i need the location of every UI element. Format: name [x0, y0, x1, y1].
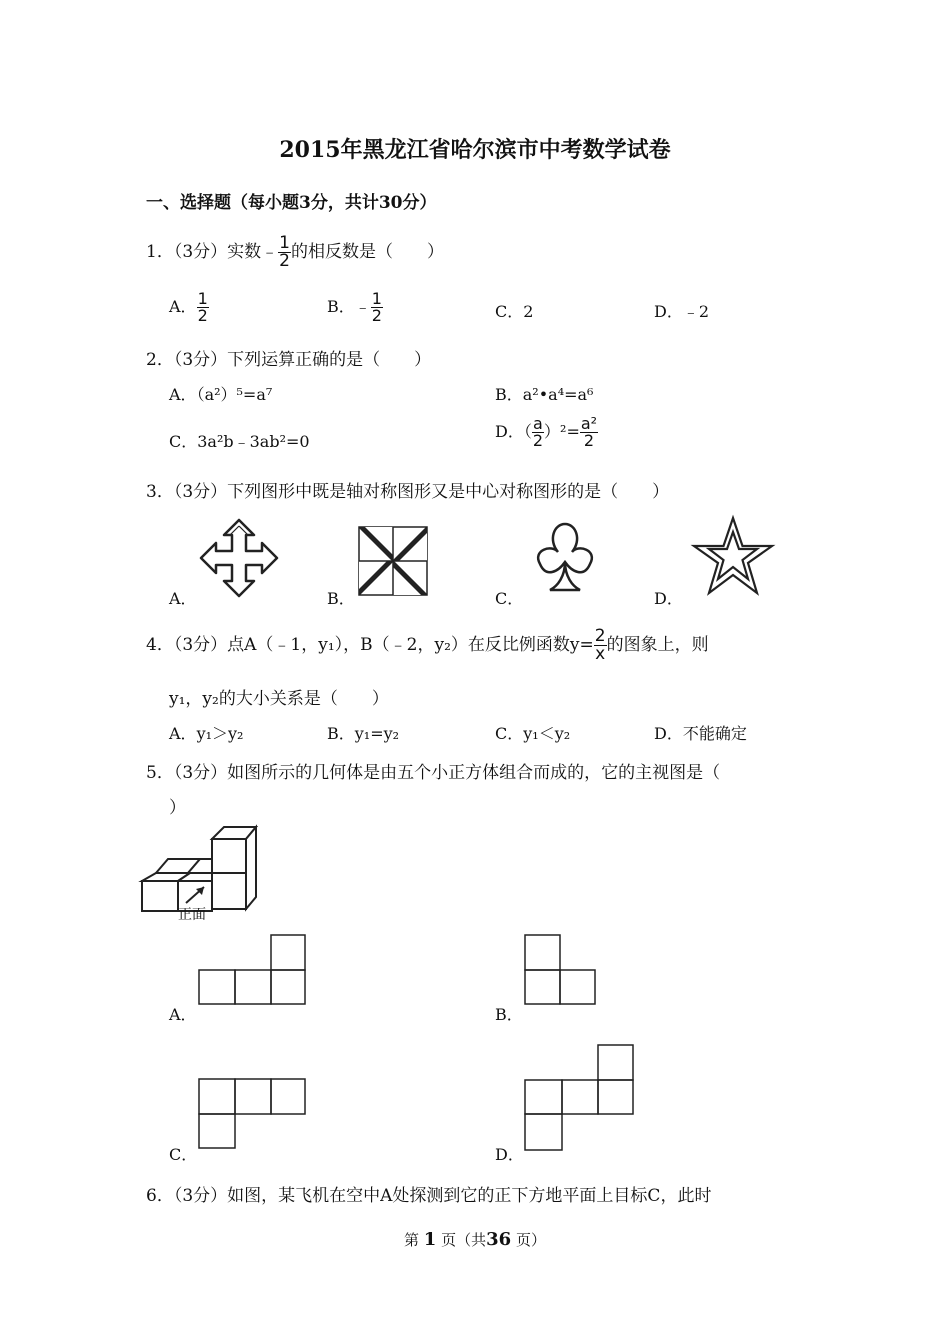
option-c[interactable]: C．y₁＜y₂ — [495, 724, 571, 743]
club-icon — [528, 520, 602, 594]
fraction: $\frac{2}{x}$ — [594, 626, 606, 664]
page-title: 2015年黑龙江省哈尔滨市中考数学试卷 — [279, 137, 671, 163]
question-3: 3．（3分）下列图形中既是轴对称图形又是中心对称图形的是（ ） — [146, 482, 670, 502]
front-view-a — [198, 934, 308, 1006]
option-d[interactable]: D．（ $\frac{a}{2}$ ）²= $\frac{\text{a²}}{2}$ — [495, 414, 598, 450]
option-d[interactable]: D．不能确定 — [654, 724, 747, 743]
pinwheel-icon — [357, 525, 429, 597]
front-view-c — [198, 1078, 308, 1150]
option-a[interactable]: A． — [169, 589, 197, 608]
question-2: 2．（3分）下列运算正确的是（ ） — [146, 350, 432, 370]
option-b[interactable]: B． — [495, 1005, 523, 1024]
fraction: $\frac{a}{2}$ — [532, 414, 544, 450]
option-d[interactable]: D．﹣2 — [654, 302, 710, 321]
star-icon — [690, 515, 776, 599]
option-a[interactable]: A． — [169, 1005, 197, 1024]
question-stem: 实数﹣ — [227, 242, 279, 262]
question-1 — [146, 235, 444, 270]
option-d[interactable]: D． — [495, 1145, 524, 1164]
option-d[interactable]: D． — [654, 589, 683, 608]
question-6: 6．（3分）如图，某飞机在空中A处探测到它的正下方地平面上目标C，此时 — [146, 1186, 712, 1206]
option-c[interactable]: C．3a²b﹣3ab²=0 — [169, 432, 310, 451]
option-a[interactable]: A． $\frac{1}{2}$ — [169, 289, 208, 325]
section-heading: 一、选择题（每小题3分，共计30分） — [146, 193, 437, 213]
page-footer: 第 1 页（共36 页） — [404, 1229, 546, 1250]
option-b[interactable]: B． — [327, 589, 355, 608]
option-c[interactable]: C．2 — [495, 302, 534, 321]
question-stem: 的相反数是（ ） — [290, 242, 444, 262]
option-a[interactable]: A．（a²）⁵=a⁷ — [169, 385, 273, 404]
question-number: 1． — [146, 242, 174, 262]
fraction: $\frac{1}{2}$ — [197, 289, 208, 325]
front-view-b — [524, 934, 598, 1006]
fraction: $\frac{\text{a²}}{2}$ — [580, 414, 598, 450]
option-c[interactable]: C． — [495, 589, 524, 608]
fraction: $\frac{1}{2}$ — [279, 233, 290, 271]
question-5: 5．（3分）如图所示的几何体是由五个小正方体组合而成的，它的主视图是（ — [146, 763, 721, 783]
question-5-close: ） — [169, 798, 186, 818]
four-arrows-icon — [198, 517, 280, 599]
option-b[interactable]: B．a²•a⁴=a⁶ — [495, 385, 594, 404]
question-4: 4．（3分）点A（﹣1，y₁），B（﹣2，y₂）在反比例函数y= $\frac{2}{x}$ 的图象上，则 — [146, 626, 709, 664]
fraction: $\frac{1}{2}$ — [371, 289, 382, 325]
front-view-d — [524, 1044, 636, 1152]
option-a[interactable]: A．y₁＞y₂ — [169, 724, 244, 743]
question-4-continued: y₁，y₂的大小关系是（ ） — [169, 689, 389, 709]
front-label: 正面 — [178, 907, 206, 923]
question-score: （3分） — [173, 242, 228, 262]
option-b[interactable]: B．y₁=y₂ — [327, 724, 400, 743]
option-b[interactable]: B．﹣ $\frac{1}{2}$ — [327, 289, 382, 325]
option-c[interactable]: C． — [169, 1145, 198, 1164]
